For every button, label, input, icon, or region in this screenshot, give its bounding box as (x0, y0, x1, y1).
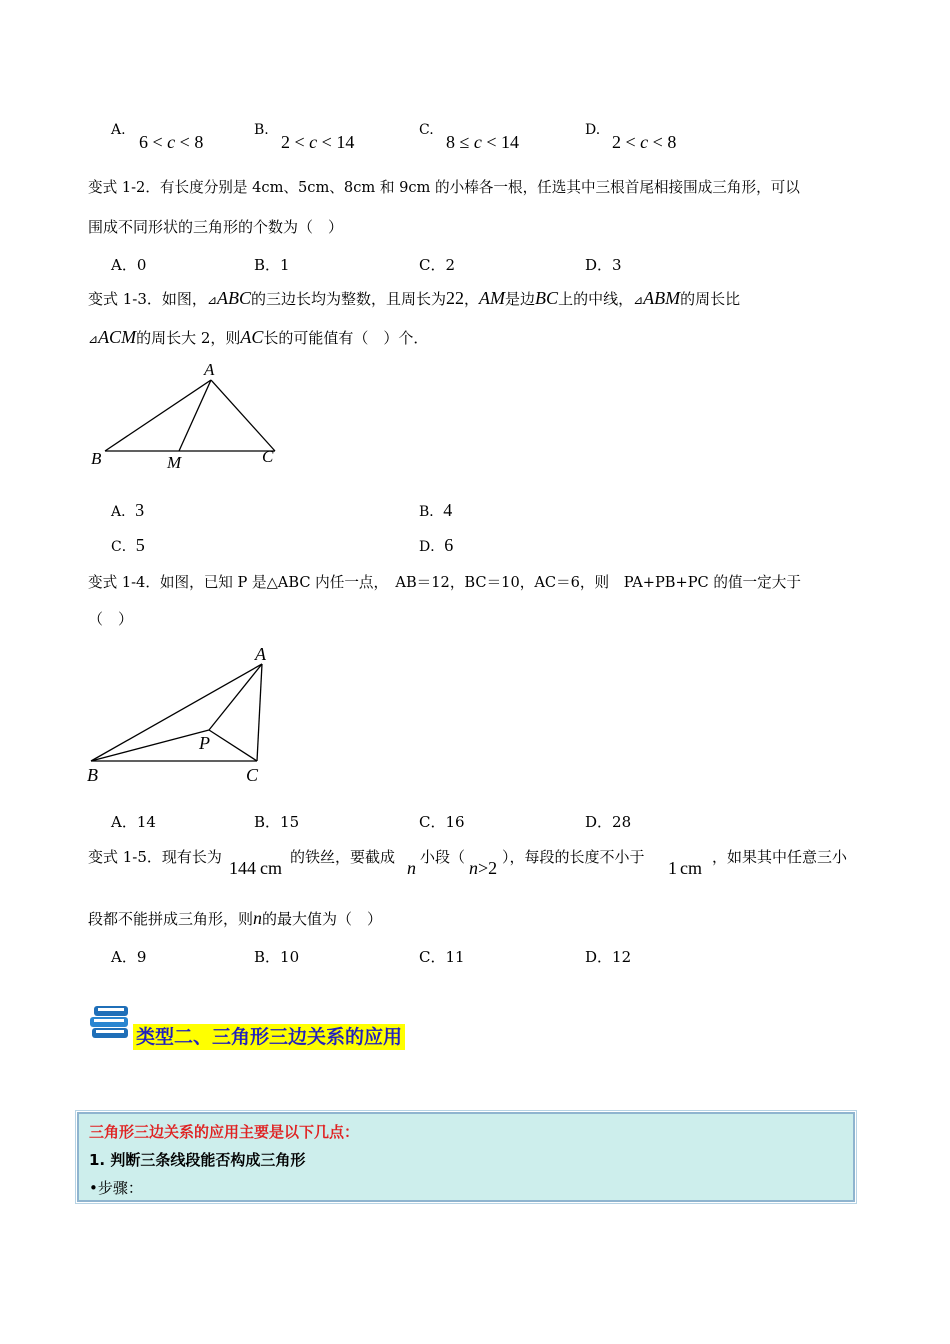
option-b-math (281, 132, 354, 153)
option-a-math (139, 132, 203, 153)
q1-2-option-d[interactable]: D．3 (585, 256, 622, 274)
math-var: c (309, 132, 318, 152)
triangle-symbol: ⊿ (633, 293, 644, 307)
text: 段都不能拼成三角形，则 (88, 910, 254, 928)
math-var: n (469, 858, 478, 878)
q1-5-text-e: ，如果其中任意三小 (712, 848, 848, 866)
section-title: 类型二、三角形三边关系的应用 (133, 1024, 405, 1050)
triangle-abc-point-p-figure (82, 640, 282, 790)
text: 的最大值为（ ） (262, 910, 383, 928)
math-num: 14 (501, 132, 520, 152)
math-num: 22 (446, 288, 465, 308)
q1-4-option-c[interactable]: C．16 (419, 813, 465, 831)
math-var: c (167, 132, 176, 152)
vertex-label-a: A (255, 644, 266, 664)
math-op: < (486, 132, 497, 152)
math-num: 2 (612, 132, 621, 152)
option-a[interactable] (111, 120, 126, 138)
math-num: 8 (446, 132, 455, 152)
option-c-math (446, 132, 519, 153)
q1-5-text-d: ），每段的长度不小于 (502, 848, 645, 866)
q1-5-text-c: 小段（ (420, 848, 466, 866)
math-num: 1 (668, 858, 677, 878)
option-c[interactable] (419, 120, 434, 138)
math-var: ABM (643, 288, 681, 308)
math-var: AC (240, 327, 264, 347)
q1-5-condition (469, 858, 497, 879)
q1-5-option-d[interactable]: D．12 (585, 948, 632, 966)
q1-4-line1: 变式 1-4．如图，已知 P 是△ABC 内任一点， AB＝12，BC＝10，AC＝6，则 PA+PB+PC 的值一定大于 (88, 574, 801, 591)
option-label: B． (419, 504, 444, 520)
q1-3-line1 (88, 286, 740, 312)
q1-3-line2 (88, 325, 428, 351)
q1-4-option-d[interactable]: D．28 (585, 813, 632, 831)
text: 长的可能值有（ ）个． (263, 329, 429, 347)
info-heading: 三角形三边关系的应用主要是以下几点： (89, 1123, 360, 1141)
option-d[interactable] (585, 120, 600, 138)
math-num: 14 (336, 132, 355, 152)
q1-2-line2: 围成不同形状的三角形的个数为（ ） (88, 218, 344, 236)
math-op: < (152, 132, 163, 152)
math-op: ≤ (459, 132, 470, 152)
option-value: 3 (135, 500, 145, 520)
math-op: > (478, 858, 489, 878)
math-num: 2 (281, 132, 290, 152)
math-var: c (473, 132, 482, 152)
q1-5-n: n (407, 858, 416, 878)
info-box (77, 1112, 855, 1202)
option-label: C. (419, 122, 434, 138)
q1-5-min-length (668, 858, 702, 879)
q1-2-option-c[interactable]: C．2 (419, 256, 456, 274)
math-var: AM (479, 288, 506, 308)
q1-3-option-a[interactable] (111, 500, 144, 521)
vertex-label-c: C (246, 765, 259, 785)
q1-3-option-c[interactable] (111, 535, 145, 556)
math-num: 6 (139, 132, 148, 152)
math-op: < (179, 132, 190, 152)
option-label: A. (111, 122, 126, 138)
option-label: D． (419, 539, 445, 555)
point-label-p: P (199, 733, 210, 753)
option-value: 5 (135, 535, 145, 555)
vertex-label-m: M (167, 453, 182, 472)
math-unit: cm (260, 858, 282, 878)
q1-3-option-b[interactable] (419, 500, 452, 521)
text: 的周长比 (680, 290, 741, 308)
q1-4-line2: （ ） (88, 610, 134, 628)
q1-5-text-b: 的铁丝，要截成 (290, 848, 396, 866)
math-num: 2 (488, 858, 498, 878)
math-var: ABC (217, 288, 251, 308)
math-num: 144 (229, 858, 256, 878)
option-label: C． (111, 539, 136, 555)
option-d-math (612, 132, 676, 153)
q1-4-option-b[interactable]: B．15 (254, 813, 300, 831)
q1-5-option-c[interactable]: C．11 (419, 948, 465, 966)
text: ， (464, 290, 480, 308)
q1-4-option-a[interactable]: A．14 (111, 813, 156, 831)
text: 变式 1-3．如图， (88, 290, 207, 308)
math-var: c (640, 132, 649, 152)
option-label: D. (585, 122, 601, 138)
text: 的三边长均为整数，且周长为 (251, 290, 447, 308)
info-item-2: •步骤： (89, 1179, 143, 1197)
vertex-label-c: C (262, 447, 274, 466)
q1-3-option-d[interactable] (419, 535, 453, 556)
vertex-label-b: B (87, 765, 98, 785)
option-value: 6 (444, 535, 454, 555)
triangle-symbol: ⊿ (206, 293, 217, 307)
math-num: 8 (667, 132, 677, 152)
math-op: < (625, 132, 636, 152)
info-item-1: 1. 判断三条线段能否构成三角形 (89, 1151, 306, 1169)
q1-5-option-b[interactable]: B．10 (254, 948, 300, 966)
q1-5-length (229, 858, 282, 879)
vertex-label-b: B (91, 449, 102, 468)
math-op: < (294, 132, 305, 152)
option-value: 4 (443, 500, 453, 520)
option-label: A． (111, 504, 136, 520)
vertex-label-a: A (204, 360, 215, 379)
math-unit: cm (680, 858, 702, 878)
q1-2-option-a[interactable]: A．0 (111, 256, 147, 274)
math-var: ACM (98, 327, 137, 347)
math-op: < (321, 132, 332, 152)
math-op: < (652, 132, 663, 152)
math-var: BC (535, 288, 559, 308)
text: 是边 (505, 290, 536, 308)
text: 上的中线， (558, 290, 634, 308)
triangle-symbol: ⊿ (88, 332, 99, 346)
option-label: B. (254, 122, 269, 138)
q1-2-option-b[interactable]: B．1 (254, 256, 290, 274)
math-num: 8 (194, 132, 204, 152)
q1-5-line2 (88, 906, 382, 931)
q1-5-text-a: 变式 1-5．现有长为 (88, 848, 222, 866)
books-icon (88, 1000, 134, 1044)
option-b[interactable] (254, 120, 269, 138)
text: 的周长大 2，则 (136, 329, 241, 347)
q1-5-option-a[interactable]: A．9 (111, 948, 147, 966)
math-var: n (253, 908, 263, 928)
q1-2-line1: 变式 1-2．有长度分别是 4cm、5cm、8cm 和 9cm 的小棒各一根，任选其中三根首尾相接围成三角形，可以 (88, 179, 800, 196)
triangle-abc-median-figure (85, 358, 285, 473)
